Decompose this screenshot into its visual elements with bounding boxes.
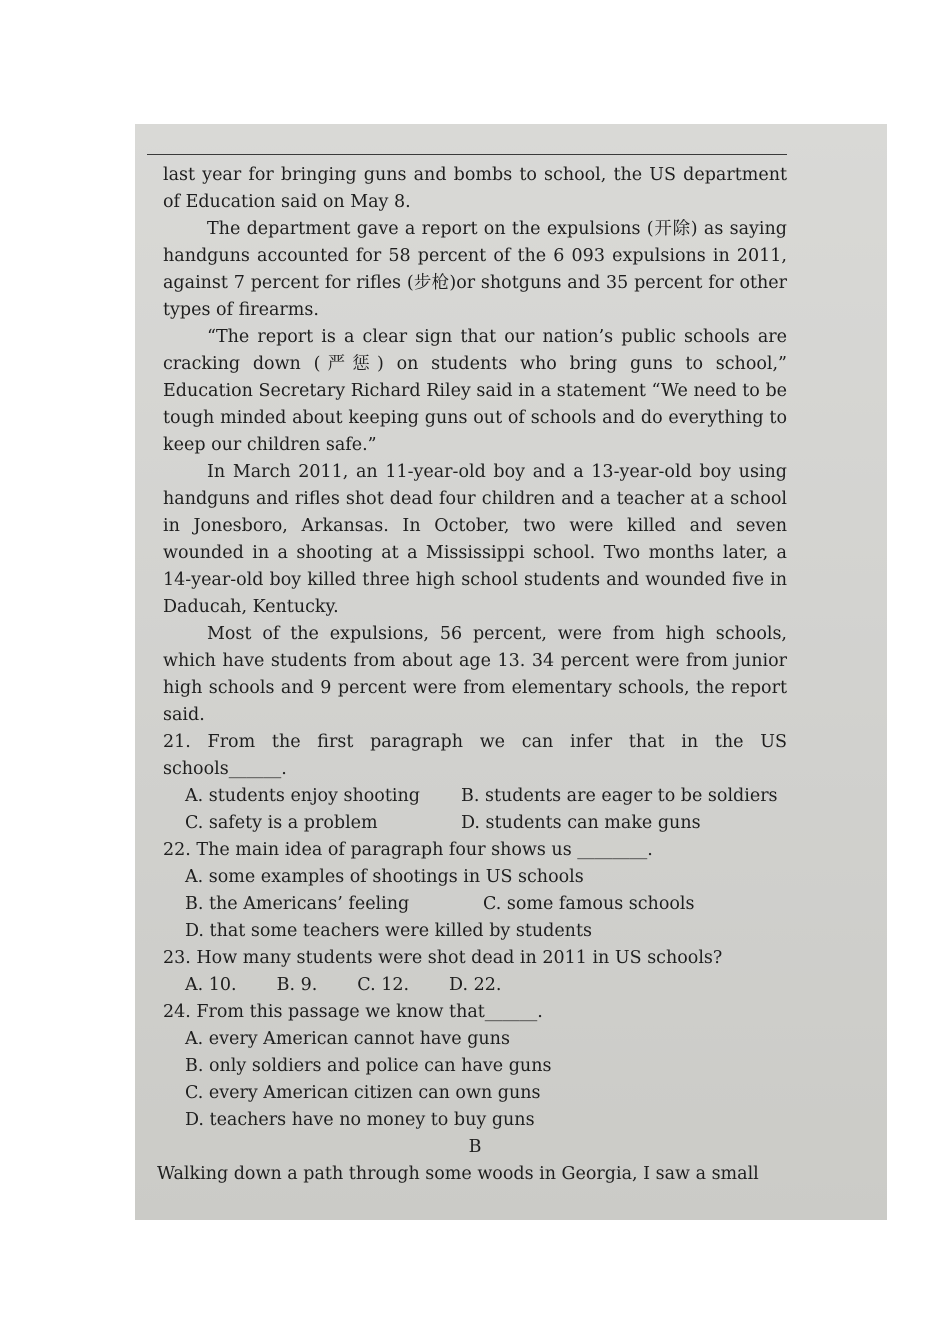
q24-option-d: D. teachers have no money to buy guns [185, 1110, 535, 1130]
q21-option-a: A. students enjoy shooting [185, 786, 420, 806]
paragraph-5: Most of the expulsions, 56 percent, were from high schools, which have students from about age 13. 34 percent were from junior high schools and 9 percent were from elementary schools, the report said. [163, 624, 787, 725]
question-24: 24. From this passage we know that______. [163, 1002, 543, 1022]
q23-option-b: B. 9. [276, 975, 318, 995]
passage-text [157, 162, 787, 1188]
q22-option-d: D. that some teachers were killed by students [185, 921, 592, 941]
q22-option-c: C. some famous schools [483, 894, 695, 914]
q21-option-c: C. safety is a problem [185, 813, 378, 833]
top-rule [147, 154, 787, 155]
paragraph-3: “The report is a clear sign that our nation’s public schools are cracking down (严惩) on students who bring guns to school,” Education Secretary Richard Riley said in a statement “We need to be tough minded about keeping guns out of schools and do everything to keep our children safe.” [163, 327, 787, 455]
q24-option-b: B. only soldiers and police can have guns [185, 1056, 552, 1076]
q21-options-row-2 [185, 810, 787, 837]
q23-option-c: C. 12. [357, 975, 410, 995]
q21-options-row-1 [185, 783, 787, 810]
paragraph-4: In March 2011, an 11-year-old boy and a 13-year-old boy using handguns and rifles shot dead four children and a teacher at a school in Jonesboro, Arkansas. In October, two were killed and seven wounded in a shooting at a Mississippi school. Two months later, a 14-year-old boy killed three high school students and wounded five in Daducah, Kentucky. [163, 462, 787, 617]
q23-options-row [185, 972, 787, 999]
q23-option-d: D. 22. [449, 975, 502, 995]
next-passage-start: Walking down a path through some woods in Georgia, I saw a small [157, 1164, 759, 1184]
q22-option-b: B. the Americans’ feeling [185, 894, 410, 914]
q24-option-a: A. every American cannot have guns [185, 1029, 510, 1049]
question-22: 22. The main idea of paragraph four shows us ________. [163, 840, 653, 860]
section-label: B [468, 1137, 482, 1157]
q22-option-a: A. some examples of shootings in US schools [185, 867, 584, 887]
q24-option-c: C. every American citizen can own guns [185, 1083, 541, 1103]
q23-option-a: A. 10. [185, 975, 237, 995]
question-21: 21. From the first paragraph we can infer that in the US schools______. [163, 732, 787, 779]
scanned-page-photo [135, 124, 887, 1220]
q22-options-row-2 [185, 891, 787, 918]
paragraph-1: last year for bringing guns and bombs to school, the US department of Education said on May 8. [163, 165, 787, 212]
q21-option-b: B. students are eager to be soldiers [461, 786, 778, 806]
question-23: 23. How many students were shot dead in 2011 in US schools? [163, 948, 723, 968]
paragraph-2: The department gave a report on the expulsions (开除) as saying handguns accounted for 58 percent of the 6 093 expulsions in 2011, against 7 percent for rifles (步枪)or shotguns and 35 percent for other types of firearms. [163, 219, 787, 320]
q21-option-d: D. students can make guns [461, 813, 701, 833]
